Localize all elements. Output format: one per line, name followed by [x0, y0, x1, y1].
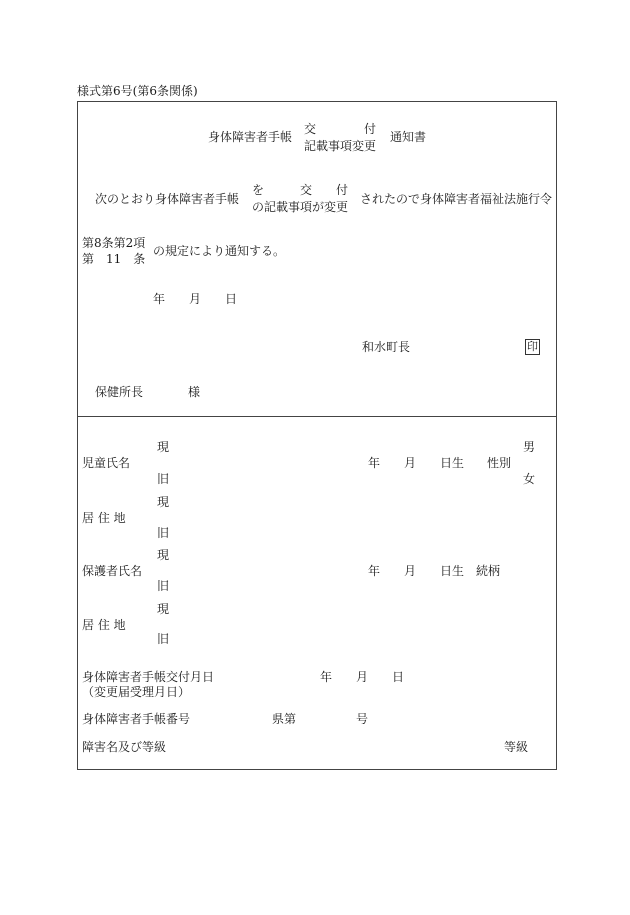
- guardian-birth-date: 年 月 日生: [368, 564, 465, 578]
- section-divider: [77, 416, 557, 417]
- notice-date: 年 月 日: [153, 292, 238, 306]
- recipient-honorific: 様: [188, 385, 201, 399]
- guardian-address-label: 居 住 地: [82, 618, 126, 632]
- handbook-number-prefix: 県第: [272, 712, 297, 726]
- disability-grade-suffix: 等級: [504, 740, 529, 754]
- child-name-label: 児童氏名: [82, 456, 131, 470]
- disability-label: 障害名及び等級: [82, 740, 167, 754]
- child-name-current-label: 現: [157, 440, 170, 454]
- guardian-name-current-label: 現: [157, 548, 170, 562]
- handbook-number-label: 身体障害者手帳番号: [82, 712, 191, 726]
- sex-female-label: 女: [523, 472, 536, 486]
- child-address-label: 居 住 地: [82, 511, 126, 525]
- issue-date-value: 年 月 日: [320, 670, 405, 684]
- body-line2-suffix: の規定により通知する。: [153, 244, 286, 258]
- title-option-issue: 交 付: [304, 122, 377, 136]
- recipient-title: 保健所長: [95, 385, 144, 399]
- issue-date-sub-label: （変更届受理月日）: [82, 685, 191, 699]
- body-line1-option-issue: を 交 付: [252, 183, 349, 197]
- body-article-a: 第8条第2項: [82, 236, 146, 250]
- issue-date-label: 身体障害者手帳交付月日: [82, 670, 215, 684]
- child-name-former-label: 旧: [157, 472, 170, 486]
- title-option-change: 記載事項変更: [304, 139, 377, 153]
- guardian-name-label: 保護者氏名: [82, 564, 143, 578]
- form-number: 様式第6号(第6条関係): [77, 84, 198, 98]
- body-line1-prefix: 次のとおり身体障害者手帳: [95, 192, 240, 206]
- guardian-address-former-label: 旧: [157, 632, 170, 646]
- body-line1-suffix: されたので身体障害者福祉法施行令: [360, 192, 553, 206]
- child-address-current-label: 現: [157, 495, 170, 509]
- guardian-address-current-label: 現: [157, 602, 170, 616]
- sex-male-label: 男: [523, 440, 536, 454]
- title-prefix: 身体障害者手帳: [208, 130, 293, 144]
- body-line1-option-change: の記載事項が変更: [252, 200, 349, 214]
- body-article-b: 第 11 条: [82, 252, 146, 266]
- guardian-name-former-label: 旧: [157, 579, 170, 593]
- issuer-name: 和水町長: [362, 340, 411, 354]
- child-birth-date: 年 月 日生: [368, 456, 465, 470]
- title-suffix: 通知書: [390, 130, 427, 144]
- seal-stamp: 印: [527, 340, 538, 353]
- child-address-former-label: 旧: [157, 526, 170, 540]
- relation-label: 続柄: [476, 564, 501, 578]
- sex-label: 性別: [487, 456, 512, 470]
- handbook-number-suffix: 号: [356, 712, 369, 726]
